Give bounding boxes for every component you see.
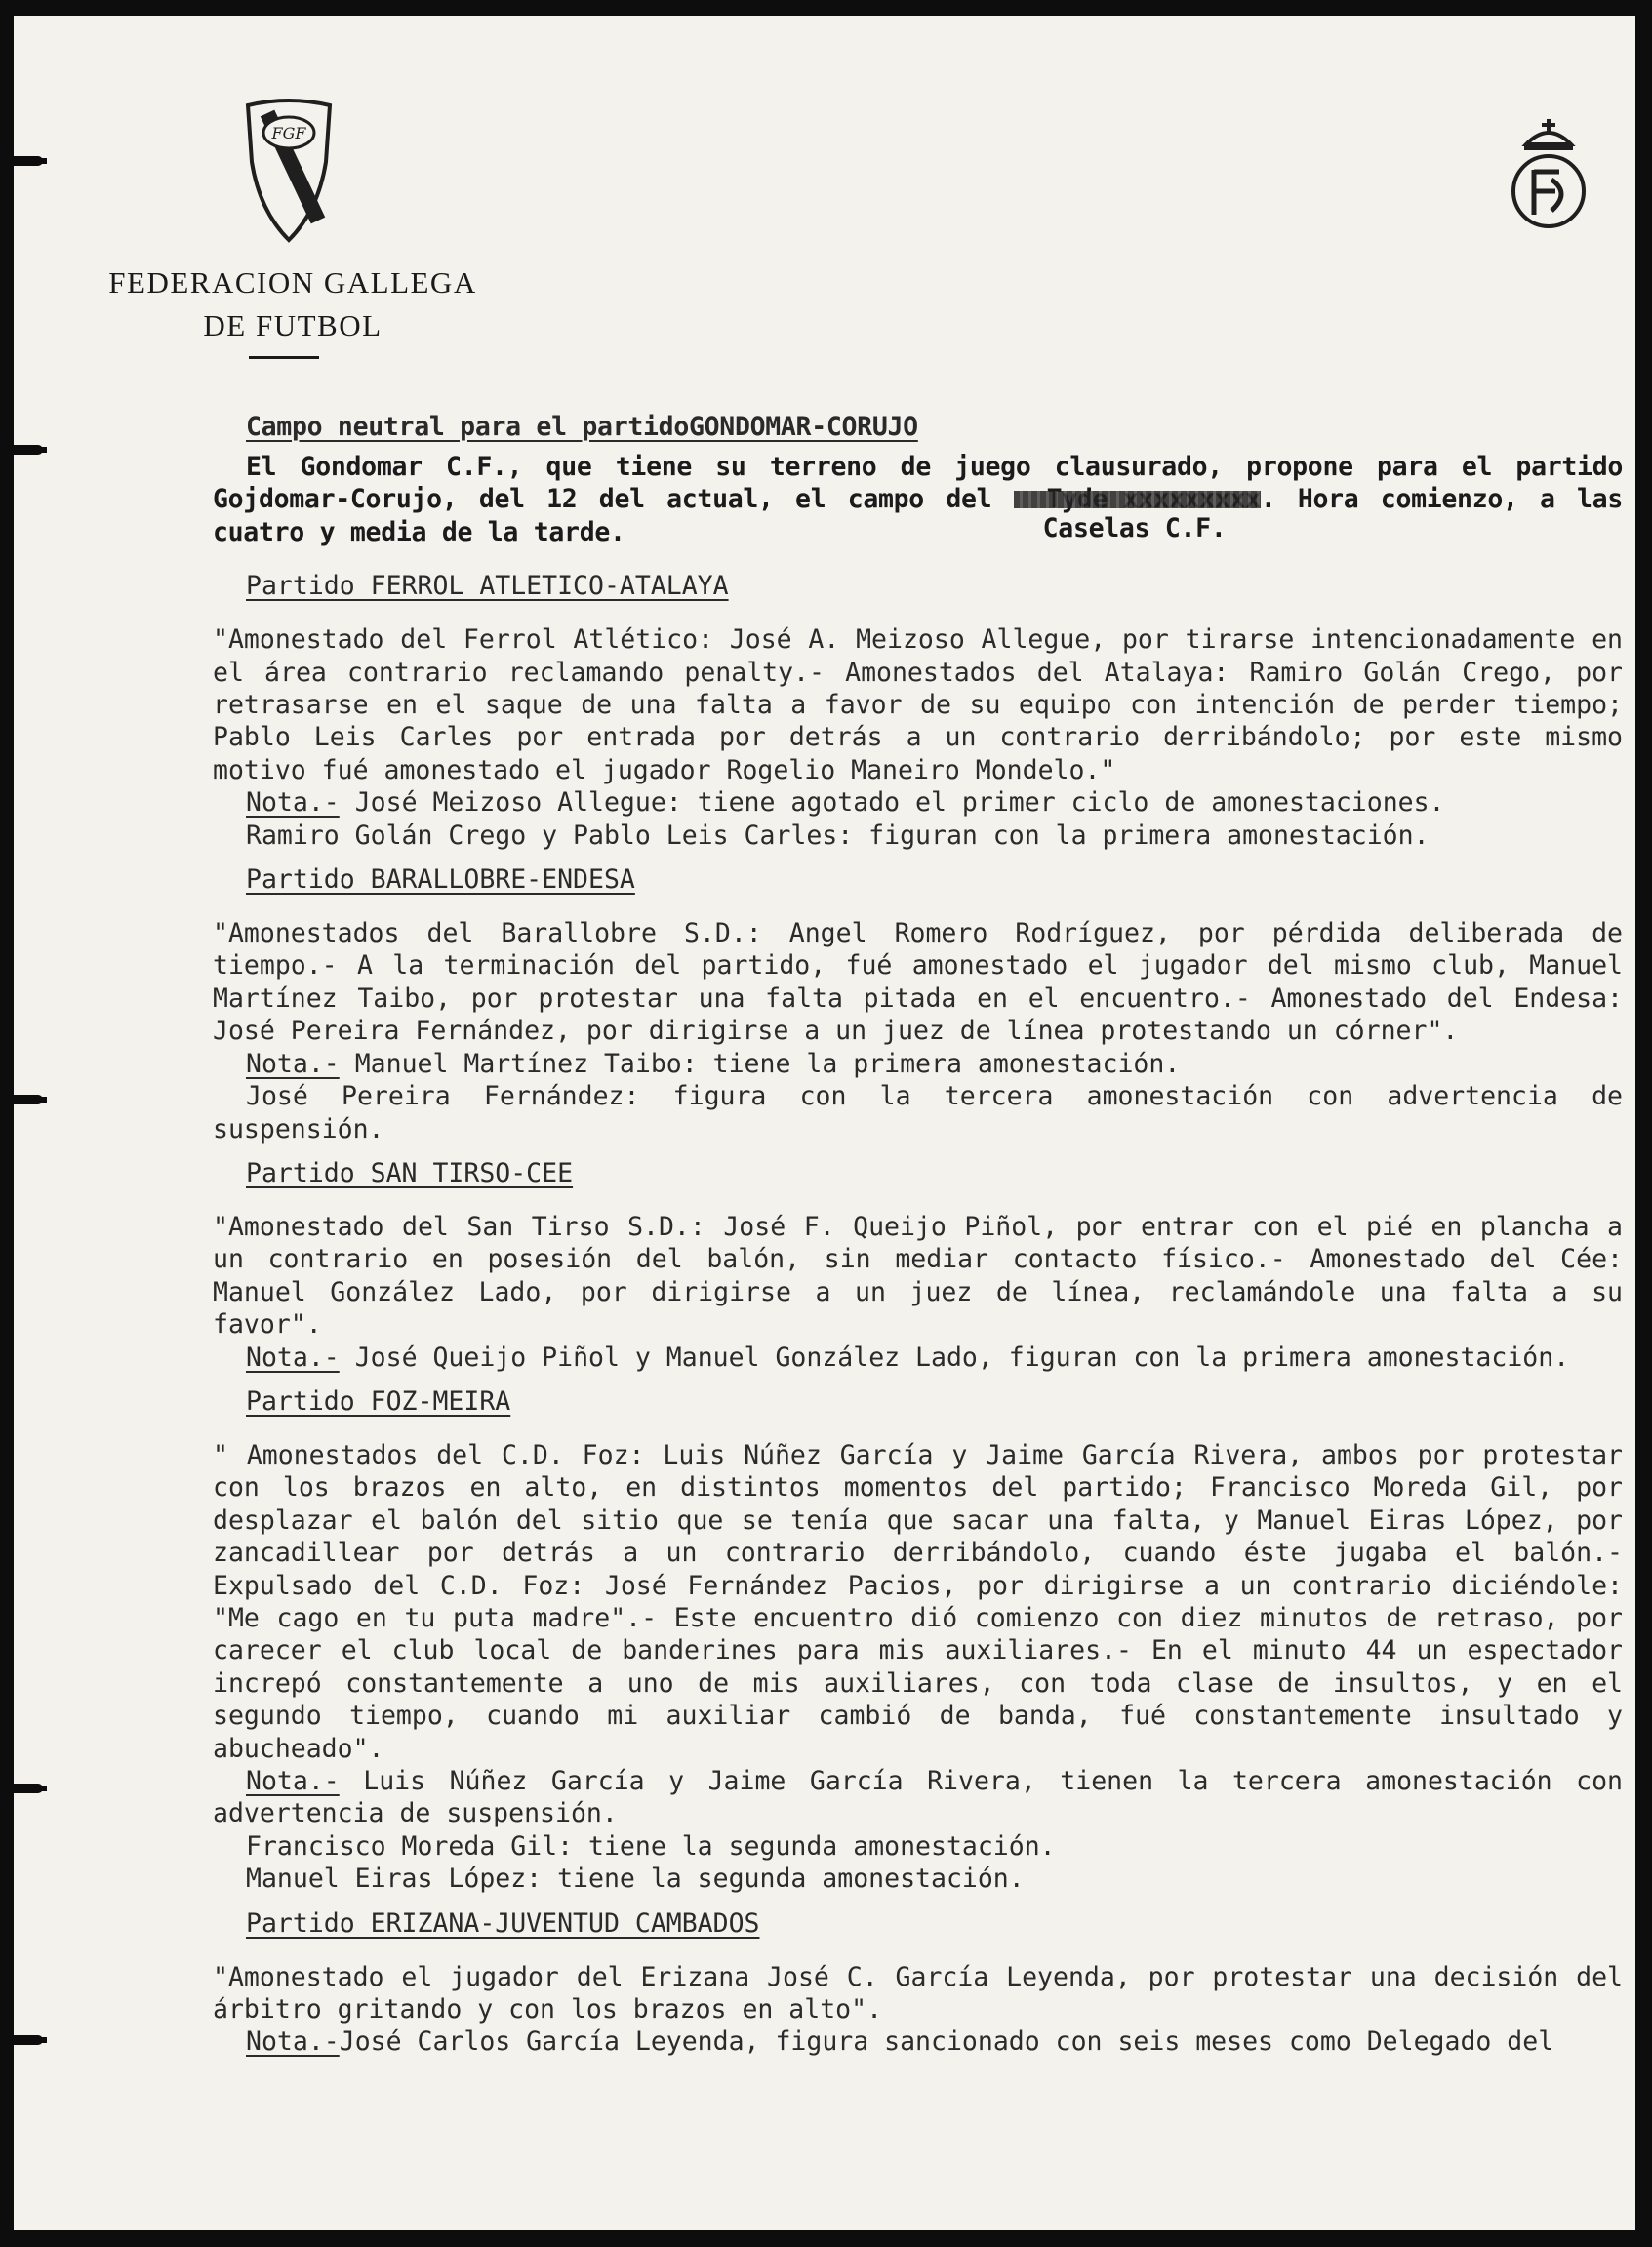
section-heading: Partido ERIZANA-JUVENTUD CAMBADOS	[246, 1907, 760, 1939]
section-ferrol-atalaya	[213, 570, 1623, 852]
nota-label: Nota.-	[246, 1048, 340, 1079]
nota-label: Nota.-	[246, 2026, 340, 2058]
header-divider	[249, 356, 319, 359]
svg-text:FGF: FGF	[271, 124, 306, 142]
section-erizana-juventud-cambados	[213, 1907, 1623, 2059]
nota-text: Luis Núñez García y Jaime García Rivera, tienen la tercera amonestación con advertencia de suspensión.	[213, 1766, 1623, 1829]
section-foz-meira	[213, 1385, 1623, 1896]
section-heading: Campo neutral para el partidoGONDOMAR-CORUJO	[246, 412, 918, 442]
punch-hole	[14, 1095, 43, 1104]
section-paragraph: "Amonestado el jugador del Erizana José C. García Leyenda, por protestar una decisión del árbitro gritando y con los brazos en alto".	[213, 1961, 1623, 2026]
section-heading: Partido FERROL ATLETICO-ATALAYA	[246, 571, 729, 602]
org-name-line-2: DE FUTBOL	[203, 308, 383, 342]
section-heading: Partido FOZ-MEIRA	[246, 1385, 511, 1417]
paragraph-text: El Gondomar C.F., que tiene su terreno de juego clausurado, propone para el partido Gojdomar-Corujo, del 12 del actual, el campo del	[213, 452, 1623, 515]
nota-label: Nota.-	[246, 1766, 340, 1796]
paragraph-text: . Hora comienzo, a las cuatro y media de la tarde.	[213, 484, 1623, 547]
document-body	[213, 411, 1623, 2059]
section-paragraph: "Amonestados del Barallobre S.D.: Angel Romero Rodríguez, por pérdida deliberada de tiempo.- A la terminación del partido, fué amonestado el jugador del mismo club, Manuel Martínez Taibo, por protestar una falta pitada en el encuentro.- Amonestado del Endesa: José Pereira Fernández, por dirigirse a un juez de línea protestando un córner".	[213, 918, 1623, 1047]
section-paragraph: " Amonestados del C.D. Foz: Luis Núñez García y Jaime García Rivera, ambos por protestar con los brazos en alto, en distintos momentos del partido; Francisco Moreda Gil, por desplazar el balón del sitio que se tenía que sacar una falta, y Manuel Eiras López, por zancadillear por detrás a un contrario derribándolo, cuando éste jugaba el balón.- Expulsado del C.D. Foz: José Fernández Pacios, por dirigirse a un contrario diciéndole: "Me cago en tu puta madre".- Este encuentro dió comienzo con diez minutos de retraso, por carecer el club local de banderines para mis auxiliares.- En el minuto 44 un espectador increpó constantemente a uno de mis auxiliares, con toda clase de insultos, y en el segundo tiempo, cuando mi auxiliar cambió de banda, fué constantemente insultado y abucheado".	[213, 1439, 1623, 1764]
section-barallobre-endesa	[213, 863, 1623, 1145]
nota-label: Nota.-	[246, 1342, 340, 1373]
nota-line	[213, 2026, 1623, 2058]
typed-correction: Caselas C.F.	[1042, 513, 1227, 544]
nota-line	[213, 1048, 1623, 1080]
section-paragraph	[213, 451, 1623, 548]
section-paragraph: "Amonestado del Ferrol Atlético: José A. Meizoso Allegue, por tirarse intencionadamente en el área contrario reclamando penalty.- Amonestados del Atalaya: Ramiro Golán Crego, por retrasarse en el saque de una falta a favor de su equipo con intención de perder tiempo; Pablo Leis Carles por entrada por detrás a un contrario derribándolo; por este mismo motivo fué amonestado el jugador Rogelio Maneiro Mondelo."	[213, 624, 1623, 785]
section-heading: Partido SAN TIRSO-CEE	[246, 1157, 574, 1188]
nota-label: Nota.-	[246, 787, 340, 819]
federation-name	[78, 261, 507, 347]
nota-text: Manuel Martínez Taibo: tiene la primera amonestación.	[354, 1048, 1181, 1079]
nota-line: Francisco Moreda Gil: tiene la segunda amonestación.	[246, 1830, 1056, 1862]
nota-text: José Carlos García Leyenda, figura sancionado con seis meses como Delegado del	[339, 2026, 1554, 2058]
punch-hole	[14, 156, 43, 166]
nota-line	[213, 1765, 1623, 1830]
nota-text: José Meizoso Allegue: tiene agotado el primer ciclo de amonestaciones.	[354, 787, 1445, 819]
document-page	[14, 16, 1635, 2230]
section-paragraph: "Amonestado del San Tirso S.D.: José F. Queijo Piñol, por entrar con el pié en plancha a un contrario en posesión del balón, sin mediar contacto físico.- Amonestado del Cée: Manuel González Lado, por dirigirse a un juez de línea, reclamándole una falta a su favor".	[213, 1211, 1623, 1341]
section-san-tirso-cee	[213, 1157, 1623, 1374]
nota-line	[213, 786, 1623, 819]
nota-line: José Pereira Fernández: figura con la tercera amonestación con advertencia de suspensión.	[213, 1081, 1623, 1144]
nota-text: José Queijo Piñol y Manuel González Lado, figuran con la primera amonestación.	[354, 1342, 1570, 1373]
royal-crest-logo	[1505, 113, 1592, 250]
federation-shield-logo	[240, 94, 338, 250]
section-heading: Partido BARALLOBRE-ENDESA	[246, 864, 635, 896]
nota-line	[213, 1342, 1623, 1374]
punch-hole	[14, 1784, 43, 1793]
punch-hole	[14, 445, 43, 455]
org-name-line-1: FEDERACION GALLEGA	[108, 265, 477, 300]
nota-line: Ramiro Golán Crego y Pablo Leis Carles: figuran con la primera amonestación.	[246, 820, 1430, 851]
section-neutral-field	[213, 411, 1623, 548]
struck-out-text	[1014, 483, 1261, 544]
strike-bar	[1014, 491, 1261, 508]
punch-hole	[14, 2035, 43, 2045]
nota-line: Manuel Eiras López: tiene la segunda amonestación.	[246, 1864, 1025, 1895]
